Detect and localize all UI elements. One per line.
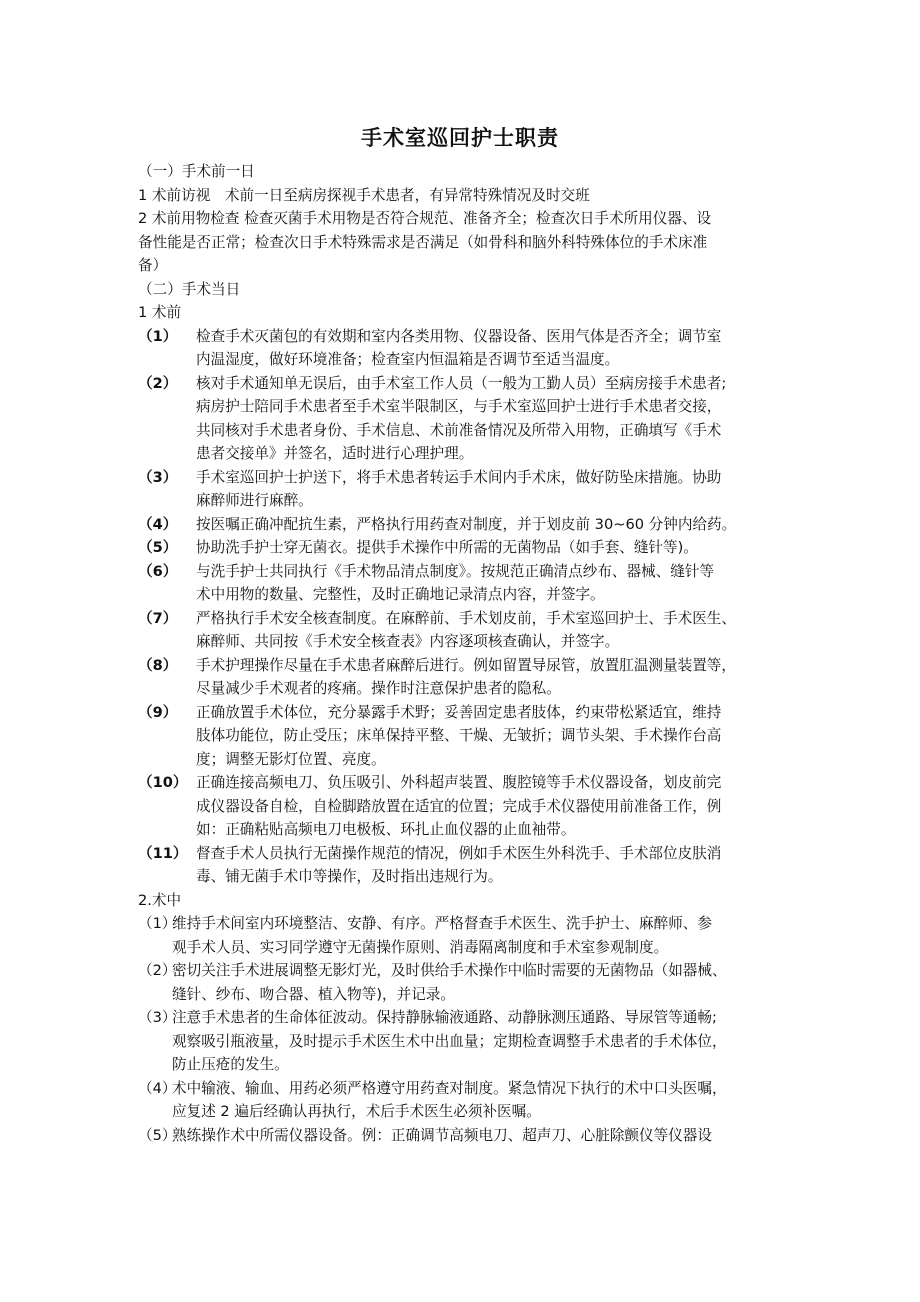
section-heading-surgery-day: （二）手术当日 xyxy=(138,280,241,298)
item-line: 肢体功能位，防止受压；床单保持平整、干燥、无皱折；调节头架、手术操作台高 xyxy=(196,727,722,744)
page-title: 手术室巡回护士职责 xyxy=(361,125,559,150)
item-line: 麻醉师、共同按《手术安全核查表》内容逐项核查确认，并签字。 xyxy=(196,633,620,650)
paragraph-line: 备） xyxy=(138,257,168,274)
subsection-heading-during: 2.术中 xyxy=(138,891,182,909)
paragraph-line: 1 术前访视 术前一日至病房探视手术患者，有异常特殊情况及时交班 xyxy=(138,186,590,204)
item-line: 共同核对手术患者身份、手术信息、术前准备情况及所带入用物，正确填写《手术 xyxy=(196,421,722,439)
item-line: 核对手术通知单无误后，由手术室工作人员（一般为工勤人员）至病房接手术患者; xyxy=(196,374,727,392)
item-line: 尽量减少手术观者的疼痛。操作时注意保护患者的隐私。 xyxy=(196,680,561,697)
item-line: 手术室巡回护士护送下，将手术患者转运手术间内手术床，做好防坠床措施。协助 xyxy=(196,468,722,486)
list-item xyxy=(138,536,786,560)
item-line: 毒、铺无菌手术巾等操作，及时指出违规行为。 xyxy=(196,868,503,885)
item-line: 观察吸引瓶液量，及时提示手术医生术中出血量；定期检查调整手术患者的手术体位， xyxy=(172,1032,727,1050)
item-line: 术中输液、输血、用药必须严格遵守用药查对制度。紧急情况下执行的术中口头医嘱， xyxy=(172,1079,727,1097)
item-line: 如：正确粘贴高频电刀电极板、环扎止血仪器的止血袖带。 xyxy=(196,821,576,838)
item-line: 成仪器设备自检，自检脚踏放置在适宜的位置；完成手术仪器使用前准备工作，例 xyxy=(196,797,722,815)
item-number: （8） xyxy=(138,656,178,674)
pre-day-item xyxy=(138,207,786,278)
item-line: 病房护士陪同手术患者至手术室半限制区，与手术室巡回护士进行手术患者交接， xyxy=(196,398,722,415)
item-line: 注意手术患者的生命体征波动。保持静脉输液通路、动静脉测压通路、导尿管等通畅; xyxy=(172,1009,717,1026)
item-line: 缝针、纱布、吻合器、植入物等)，并记录。 xyxy=(172,985,455,1003)
list-item xyxy=(138,372,786,466)
paragraph-line: 备性能是否正常；检查次日手术特殊需求是否满足（如骨科和脑外科特殊体位的手术床准 xyxy=(138,233,708,251)
item-number: （7） xyxy=(138,609,178,627)
list-item xyxy=(138,701,786,772)
list-item xyxy=(138,1124,786,1148)
list-item xyxy=(138,325,786,372)
item-line: 协助洗手护士穿无菌衣。提供手术操作中所需的无菌物品（如手套、缝针等)。 xyxy=(196,539,698,556)
item-number: （1） xyxy=(138,915,177,932)
paragraph-line: 2 术前用物检查 检查灭菌手术用物是否符合规范、准备齐全；检查次日手术所用仪器、设 xyxy=(138,210,712,227)
list-item xyxy=(138,466,786,513)
item-number: （1） xyxy=(138,327,178,345)
item-line: 检查手术灭菌包的有效期和室内各类用物、仪器设备、医用气体是否齐全；调节室 xyxy=(196,327,722,345)
document-body xyxy=(138,160,786,1147)
item-line: 维持手术间室内环境整洁、安静、有序。严格督查手术医生、洗手护士、麻醉师、参 xyxy=(172,915,712,932)
item-number: （5） xyxy=(138,1126,177,1144)
item-line: 正确连接高频电刀、负压吸引、外科超声装置、腹腔镜等手术仪器设备，划皮前完 xyxy=(196,774,722,791)
list-item xyxy=(138,771,786,842)
item-number: （2） xyxy=(138,962,177,979)
item-line: 患者交接单》并签名，适时进行心理护理。 xyxy=(196,445,474,462)
list-item xyxy=(138,560,786,607)
item-number: （10） xyxy=(138,774,188,791)
item-line: 严格执行手术安全核查制度。在麻醉前、手术划皮前，手术室巡回护士、手术医生、 xyxy=(196,609,736,627)
item-line: 观手术人员、实习同学遵守无菌操作原则、消毒隔离制度和手术室参观制度。 xyxy=(172,938,669,956)
list-item xyxy=(138,912,786,959)
item-line: 内温湿度，做好环境准备；检查室内恒温箱是否调节至适当温度。 xyxy=(196,351,620,368)
list-item xyxy=(138,842,786,889)
item-line: 防止压疮的发生。 xyxy=(172,1056,289,1073)
item-line: 密切关注手术进展调整无影灯光，及时供给手术操作中临时需要的无菌物品（如器械、 xyxy=(172,962,727,979)
item-line: 按医嘱正确冲配抗生素，严格执行用药查对制度，并于划皮前 30~60 分钟内给药。 xyxy=(196,515,737,533)
item-number: （5） xyxy=(138,539,178,556)
item-line: 手术护理操作尽量在手术患者麻醉后进行。例如留置导尿管，放置肛温测量装置等， xyxy=(196,656,736,674)
pre-day-item xyxy=(138,184,786,208)
list-item xyxy=(138,513,786,537)
item-line: 督查手术人员执行无菌操作规范的情况，例如手术医生外科洗手、手术部位皮肤消 xyxy=(196,844,722,862)
item-number: （4） xyxy=(138,515,178,533)
item-number: （4） xyxy=(138,1079,177,1097)
item-line: 正确放置手术体位，充分暴露手术野；妥善固定患者肢体，约束带松紧适宜，维持 xyxy=(196,703,722,721)
subsection-heading-before: 1 术前 xyxy=(138,304,182,321)
item-line: 熟练操作术中所需仪器设备。例：正确调节高频电刀、超声刀、心脏除颤仪等仪器设 xyxy=(172,1126,712,1144)
section-heading-pre-day: （一）手术前一日 xyxy=(138,163,255,180)
item-line: 麻醉师进行麻醉。 xyxy=(196,492,313,509)
item-number: （3） xyxy=(138,1009,177,1026)
list-item xyxy=(138,1077,786,1124)
item-number: （9） xyxy=(138,703,178,721)
item-number: （2） xyxy=(138,374,178,392)
item-line: 术中用物的数量、完整性，及时正确地记录清点内容，并签字。 xyxy=(196,586,605,603)
list-item xyxy=(138,1006,786,1077)
item-line: 与洗手护士共同执行《手术物品清点制度》。按规范正确清点纱布、器械、缝针等 xyxy=(196,562,715,580)
list-item xyxy=(138,654,786,701)
item-number: （6） xyxy=(138,562,178,580)
item-line: 度；调整无影灯位置、亮度。 xyxy=(196,750,386,768)
item-line: 应复述 2 遍后经确认再执行，术后手术医生必须补医嘱。 xyxy=(172,1103,541,1120)
list-item xyxy=(138,607,786,654)
list-item xyxy=(138,959,786,1006)
item-number: （11） xyxy=(138,844,188,862)
item-number: （3） xyxy=(138,468,178,486)
